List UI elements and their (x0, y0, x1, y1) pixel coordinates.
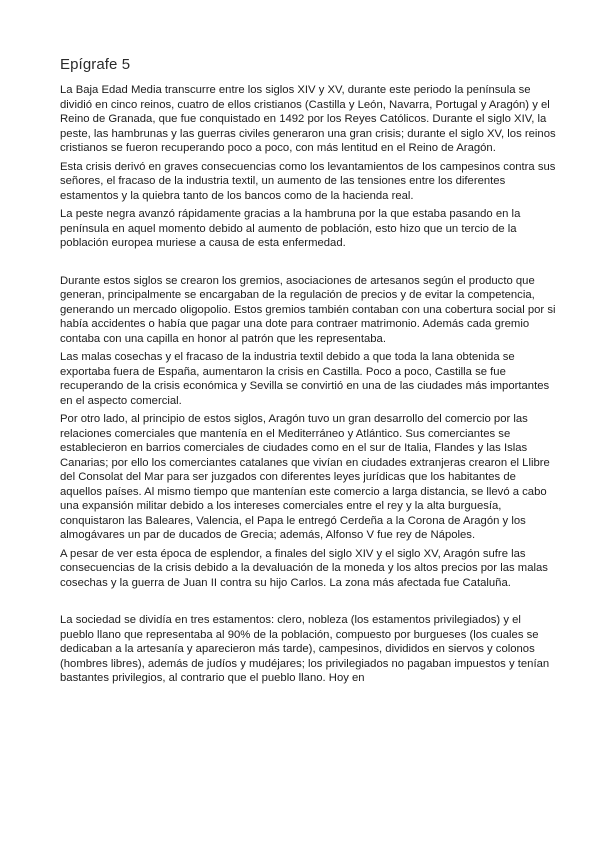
paragraph: La peste negra avanzó rápidamente gracias a la hambruna por la que estaba pasando en la península en aquel momento debido al aumento de población, esto hizo que un tercio de la población europea muriese a causa de esta enfermedad. (60, 208, 521, 249)
document-body (60, 83, 556, 690)
paragraph: Por otro lado, al principio de estos siglos, Aragón tuvo un gran desarrollo del comercio por las relaciones comerciales que mantenía en el Mediterráneo y Atlántico. Sus comerciantes se establecieron en barrios comerciales de ciudades como en el sur de Italia, Flandes y las Islas Canarias; por ello los comerciantes catalanes que vivían en ciudades extranjeras crearon el Llibre del Consolat del Mar para ser juzgados con diferentes leyes jurídicas que los habitantes de aquellos países. Al mismo tiempo que mantenían este comercio a larga distancia, se llevó a cabo una expansión militar debido a los intereses comerciales entre el rey y la alta burguesía, conquistaron las Baleares, Valencia, el Papa le entregó Cerdeña a la Corona de Aragón y los almogávares un par de ducados de Grecia; además, Alfonso V fue rey de Nápoles. (60, 413, 550, 541)
paragraph: La sociedad se dividía en tres estamentos: clero, nobleza (los estamentos privilegiados) y el pueblo llano que representaba al 90% de la población, compuesto por burgueses (los cuales se dedicaban a la artesanía y aparecieron más tarde), campesinos, divididos en siervos y colonos (hombres libres), además de judíos y mudéjares; los privilegiados no pagaban impuestos y tenían bastantes privilegios, al contrario que el pueblo llano. Hoy en (60, 614, 550, 684)
paragraph: Las malas cosechas y el fracaso de la industria textil debido a que toda la lana obtenida se exportaba fuera de España, aumentaron la crisis en Castilla. Poco a poco, Castilla se fue recuperando de la crisis económica y Sevilla se convirtió en una de las ciudades más importantes en el aspecto comercial. (60, 351, 550, 407)
paragraph: La Baja Edad Media transcurre entre los siglos XIV y XV, durante este periodo la península se dividió en cinco reinos, cuatro de ellos cristianos (Castilla y León, Navarra, Portugal y Aragón) y el Reino de Granada, que fue conquistado en 1492 por los Reyes Católicos. Durante el siglo XIV, la peste, las hambrunas y las guerras civiles generaron una gran crisis; durante el siglo XV, los reinos cristianos se fueron recuperando poco a poco, con más lentitud en el Reino de Aragón. (60, 84, 556, 154)
paragraph: Esta crisis derivó en graves consecuencias como los levantamientos de los campesinos contra sus señores, el fracaso de la industria textil, un aumento de las tensiones entre los diferentes estamentos y la quiebra tanto de los bancos como de la hacienda real. (60, 160, 556, 202)
paragraph: Durante estos siglos se crearon los gremios, asociaciones de artesanos según el producto que generan, principalmente se encargaban de la regulación de precios y de evitar la competencia, generando un mercado oligopolio. Estos gremios también contaban con una cobertura social por si había accidentes o había que pagar una dote para contraer matrimonio. Además cada gremio contaba con una capilla en honor al patrón que les representaba. (60, 274, 556, 345)
page-title: Epígrafe 5 (60, 56, 131, 73)
paragraph: A pesar de ver esta época de esplendor, a finales del siglo XIV y el siglo XV, Aragón sufre las consecuencias de la crisis debido a la devaluación de la moneda y los altos precios por las malas cosechas y la guerra de Juan II contra su hijo Carlos. La zona más afectada fue Cataluña. (60, 547, 548, 589)
